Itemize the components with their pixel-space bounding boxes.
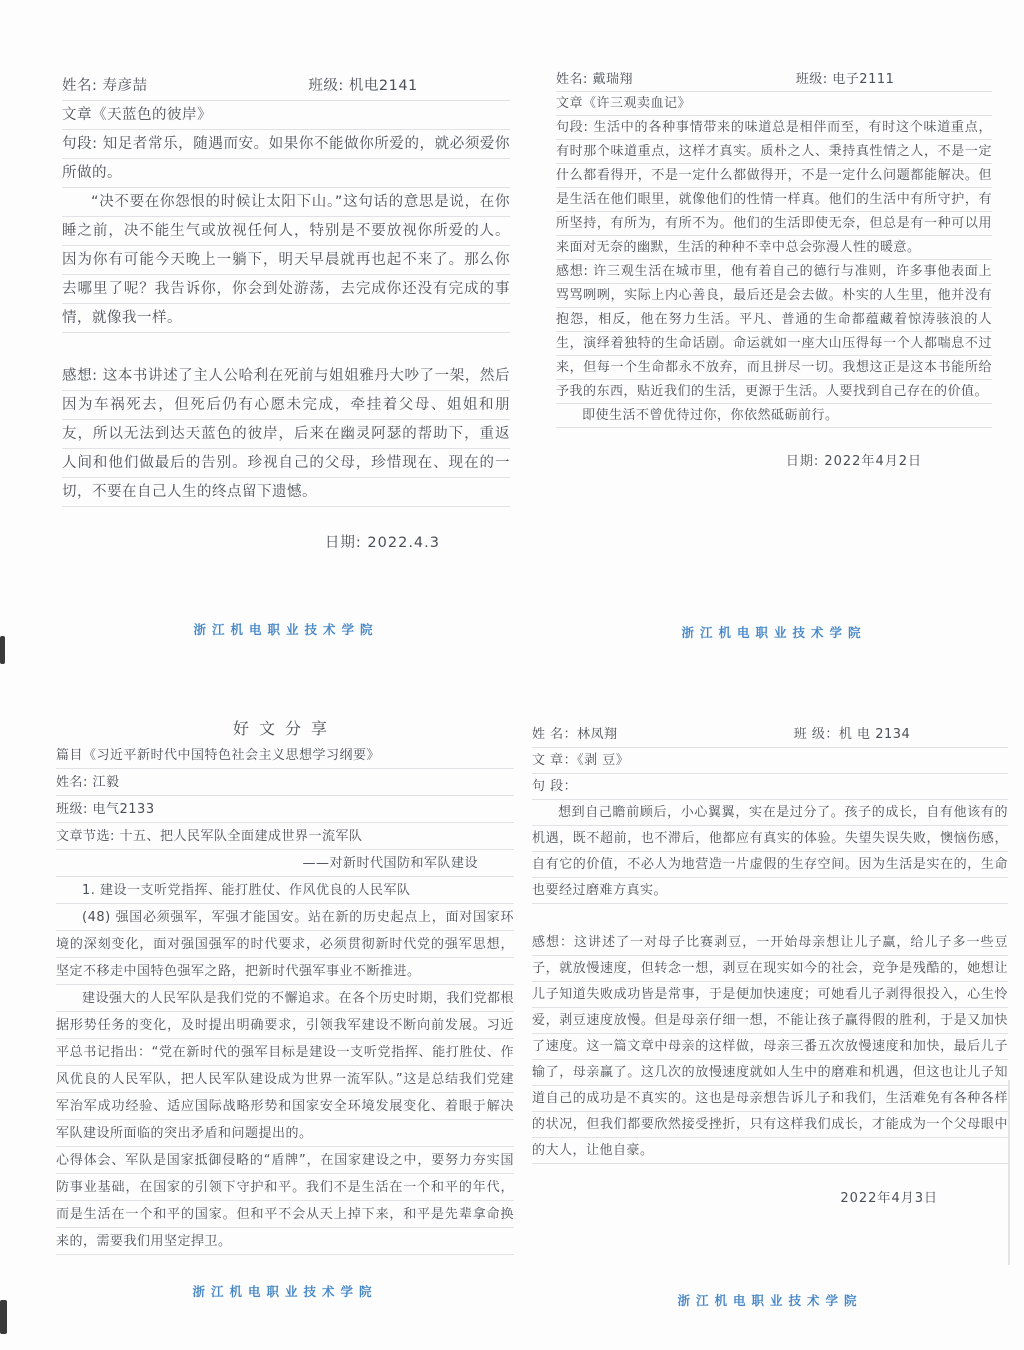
- reading-note-page-3: [56, 715, 514, 1313]
- share-title: 好文分享: [232, 719, 337, 738]
- article-excerpt-line: 文章节选: 十五、把人民军队全面建成世界一流军队: [56, 823, 514, 850]
- scan-edge-mark: [0, 636, 5, 664]
- school-footer: 浙江机电职业技术学院: [681, 625, 867, 640]
- date-line: 日期: 2022.4.3: [324, 535, 440, 551]
- school-footer: 浙江机电职业技术学院: [193, 622, 379, 637]
- reflection-paragraph: 心得体会、军队是国家抵御侵略的“盾牌”，在国家建设之中，要努力夯实国防事业基础，在国家的引领下守护和平。我们不是生活在一个和平的年代，而是生活在一个和平的国家。但和平不会从天上掉下来，和平是先辈拿命换来的，需要我们用坚定捍卫。: [56, 1147, 514, 1255]
- student-name-line: 姓 名：林凤翔: [532, 727, 618, 742]
- class-line: 班 级：机 电 2134: [793, 727, 911, 742]
- dedication-line: ——对新时代国防和军队建设: [56, 850, 514, 877]
- excerpt-label: 句 段：: [532, 774, 1008, 800]
- date-line: 2022年4月3日: [840, 1191, 938, 1206]
- student-name-line: 姓名: 寿彦喆: [62, 78, 148, 94]
- body-paragraph-1: (48) 强国必须强军，军强才能国安。站在新的历史起点上，面对国家环境的深刻变化，面对强国强军的时代要求，必须贯彻新时代党的强军思想，坚定不移走中国特色强军之路，把新时代强军事业不断推进。: [56, 904, 514, 985]
- article-title-line: 文章《天蓝色的彼岸》: [62, 101, 510, 130]
- section-point-line: 1. 建设一支听党指挥、能打胜仗、作风优良的人民军队: [56, 877, 514, 904]
- article-title-line: 文章《许三观卖血记》: [556, 92, 992, 116]
- class-line: 班级: 电气2133: [56, 796, 514, 823]
- date-line: 日期: 2022年4月2日: [785, 454, 922, 469]
- reading-note-page-1: [62, 72, 510, 652]
- excerpt-paragraph: 句段: 知足者常乐，随遇而安。如果你不能做你所爱的，就必须爱你所做的。: [62, 130, 510, 188]
- student-name-line: 姓名: 江毅: [56, 769, 514, 796]
- class-line: 班级: 机电2141: [308, 78, 418, 94]
- closing-line: 即使生活不曾优待过你，你依然砥砺前行。: [556, 404, 992, 428]
- excerpt-paragraph: 想到自己瞻前顾后，小心翼翼，实在是过分了。孩子的成长，自有他该有的机遇，既不超前，也不滞后，他都应有真实的体验。失望失误失败，懊恼伤感，自有它的价值，不必人为地营造一片虚假的生存空间。因为生活是实在的，生命也要经过磨难方真实。: [532, 800, 1008, 904]
- topic-line: 篇目《习近平新时代中国特色社会主义思想学习纲要》: [56, 742, 514, 769]
- article-title-line: 文 章：《剥 豆》: [532, 748, 1008, 774]
- student-name-line: 姓名: 戴瑞翔: [556, 72, 634, 87]
- excerpt-paragraph: 句段: 生活中的各种事情带来的味道总是相伴而至，有时这个味道重点，有时那个味道重点，这样才真实。质朴之人、秉持真性情之人，不是一定什么都看得开，不是一定什么都做得开，不是一定什么问题都能解决。但是生活在他们眼里，就像他们的性情一样真。他们的生活中有所守护，有所坚持，有所为，有所不为。他们的生活即使无奈，但总是有一种可以用来面对无奈的幽默，生活的种种不幸中总会弥漫人性的暖意。: [556, 116, 992, 260]
- reading-note-page-4: [532, 722, 1008, 1322]
- scan-edge-mark: [0, 1300, 7, 1334]
- thoughts-paragraph: 感想: 许三观生活在城市里，他有着自己的德行与准则，许多事他表面上骂骂咧咧，实际上内心善良，最后还是会去做。朴实的人生里，他并没有抱怨，相反，他在努力生活。平凡、普通的生命都蕴藏着惊涛骇浪的人生，演绎着独特的生命话剧。命运就如一座大山压得每一个人都喘息不过来，但每一个生命都永不放弃，而且拼尽一切。我想这正是这本书能所给予我的东西，贴近我们的生活，更源于生活。人要找到自己存在的价值。: [556, 260, 992, 404]
- body-paragraph-2: 建设强大的人民军队是我们党的不懈追求。在各个历史时期，我们党都根据形势任务的变化，及时提出明确要求，引领我军建设不断向前发展。习近平总书记指出：“党在新时代的强军目标是建设一支听党指挥、能打胜仗、作风优良的人民军队，把人民军队建设成为世界一流军队。”这是总结我们党建军治军成功经验、适应国际战略形势和国家安全环境发展变化、着眼于解决军队建设所面临的突出矛盾和问题提出的。: [56, 985, 514, 1147]
- school-footer: 浙江机电职业技术学院: [192, 1284, 378, 1299]
- excerpt-explanation-paragraph: “决不要在你怨恨的时候让太阳下山。”这句话的意思是说，在你睡之前，决不能生气或放视任何人，特别是不要放视你所爱的人。因为你有可能今天晚上一躺下，明天早晨就再也起不来了。那么你去哪里了呢？我告诉你，你会到处游荡，去完成你还没有完成的事情，就像我一样。: [62, 188, 510, 333]
- reading-note-page-2: [556, 68, 992, 653]
- thoughts-paragraph: 感想：这讲述了一对母子比赛剥豆，一开始母亲想让儿子赢，给儿子多一些豆子，就放慢速度，但转念一想，剥豆在现实如今的社会，竞争是残酷的，她想让儿子知道失败成功皆是常事，于是便加快速度；可她看儿子剥得很投入，心生怜爱，剥豆速度放慢。但是母亲仔细一想，不能让孩子赢得假的胜利，于是又加快了速度。这一篇文章中母亲的这样做，母亲三番五次放慢速度和加快，最后儿子输了，母亲赢了。这几次的放慢速度就如人生中的磨难和机遇，但这也让儿子知道自己的成功是不真实的。这也是母亲想告诉儿子和我们，生活难免有各种各样的状况，但我们都要欣然接受挫折，只有这样我们成长，才能成为一个父母眼中的大人，让他自豪。: [532, 930, 1008, 1164]
- class-line: 班级: 电子2111: [795, 72, 895, 87]
- scan-shadow-line: [1008, 1080, 1010, 1265]
- school-footer: 浙江机电职业技术学院: [677, 1293, 863, 1308]
- thoughts-paragraph: 感想: 这本书讲述了主人公哈利在死前与姐姐雅丹大吵了一架，然后因为车祸死去，但死后仍有心愿未完成，牵挂着父母、姐姐和朋友，所以无法到达天蓝色的彼岸，后来在幽灵阿瑟的帮助下，重返人间和他们做最后的告别。珍视自己的父母，珍惜现在、现在的一切，不要在自己人生的终点留下遗憾。: [62, 362, 510, 507]
